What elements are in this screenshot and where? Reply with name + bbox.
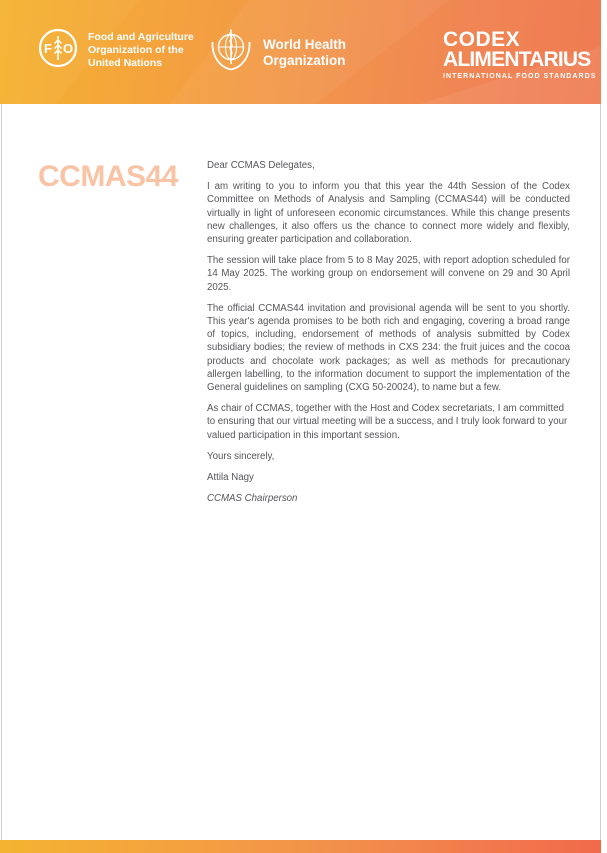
signature-title: CCMAS Chairperson — [207, 493, 298, 505]
who-logo-icon — [207, 26, 255, 79]
fao-name-line: Organization of the — [88, 44, 184, 56]
footer-bar — [0, 840, 601, 853]
letter-body — [207, 159, 570, 513]
codex-title-line2: ALIMENTARIUS — [443, 48, 591, 71]
svg-text:F: F — [44, 41, 52, 56]
who-name-line: Organization — [263, 52, 346, 68]
letter-paragraph: I am writing to you to inform you that this year the 44th Session of the Codex Committee on Methods of Analysis and Sampling (CCMAS44) will be conducted virtually in light of unforeseen economic circumstances. While this change presents new challenges, it also offers us the chance to connect more widely and flexibly, ensuring greater participation and collaboration. — [207, 181, 570, 246]
fao-org-name — [88, 31, 194, 70]
fao-name-line: United Nations — [88, 57, 163, 69]
fao-logo-block — [38, 28, 194, 73]
page-edge-right — [600, 104, 601, 840]
who-org-name — [263, 37, 346, 68]
salutation: Dear CCMAS Delegates, — [207, 160, 315, 171]
header-banner — [0, 0, 601, 104]
letter-paragraph: The official CCMAS44 invitation and provisional agenda will be sent to you shortly. This year's agenda promises to be both rich and engaging, covering a broad range of topics, including, endorsement of methods of analysis submitted by Codex subsidiary bodies; the review of methods in CXS 234: the fruit juices and the cocoa products and chocolate work packages; as well as methods for precautionary allergen labelling, to the information document to support the implementation of the General guidelines on sampling (CXG 50-20024), to name but a few. — [207, 302, 570, 394]
codex-subtitle: INTERNATIONAL FOOD STANDARDS — [443, 73, 597, 80]
page-edge-left — [1, 104, 2, 840]
letter-paragraph: The session will take place from 5 to 8 May 2025, with report adoption scheduled for 14 May 2025. The working group on endorsement will convene on 29 and 30 April 2025. — [207, 255, 570, 293]
codex-logo-block — [443, 30, 596, 80]
ccmas44-letterhead-title: CCMAS44 — [38, 160, 178, 193]
letter-paragraph: As chair of CCMAS, together with the Host and Codex secretariats, I am committed to ensuring that our virtual meeting will be a success, and I truly look forward to your valued participation in this important session. — [207, 403, 568, 441]
fao-name-line: Food and Agriculture — [88, 31, 194, 43]
who-name-line: World Health — [263, 37, 347, 52]
fao-logo-icon — [38, 28, 78, 73]
who-logo-block — [207, 26, 346, 79]
closing: Yours sincerely, — [207, 450, 275, 462]
codex-title-line1: CODEX — [443, 28, 521, 51]
signature-name: Attila Nagy — [207, 472, 254, 484]
svg-text:O: O — [63, 41, 74, 56]
